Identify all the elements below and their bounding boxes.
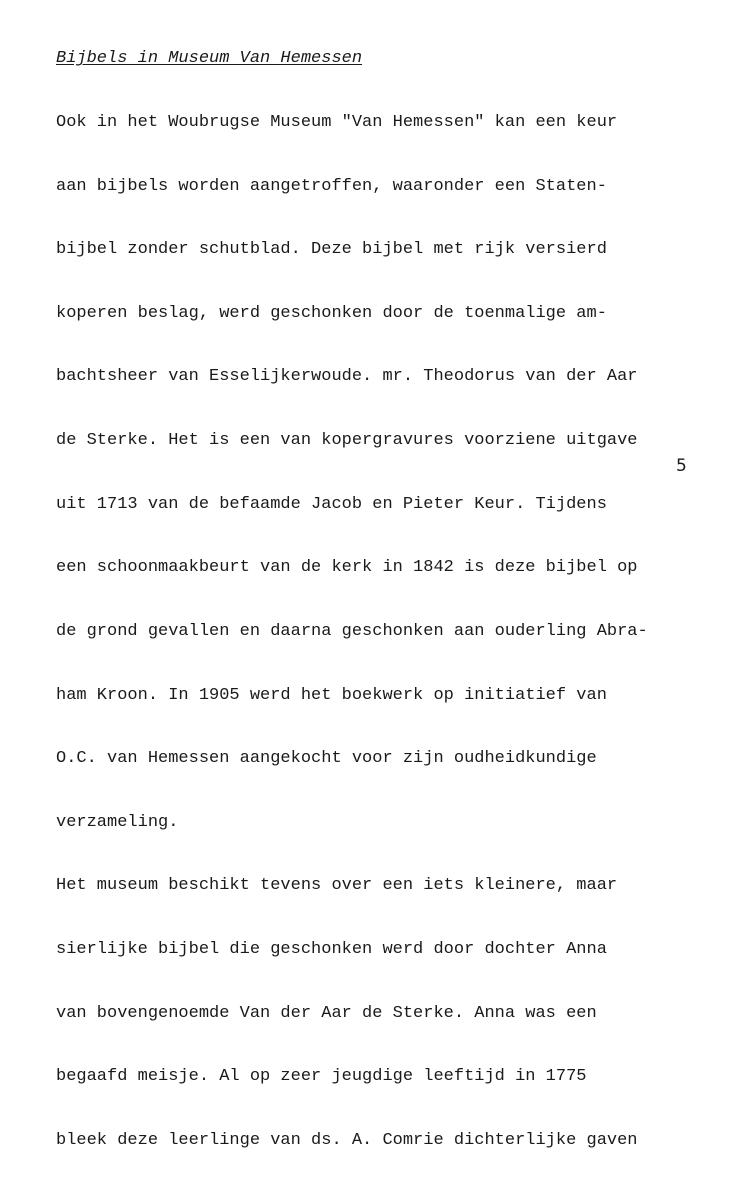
text-line: begaafd meisje. Al op zeer jeugdige leeftijd in 1775 (56, 1067, 587, 1087)
text-line: sierlijke bijbel die geschonken werd door dochter Anna (56, 939, 607, 959)
text-line: een schoonmaakbeurt van de kerk in 1842 is deze bijbel op (56, 558, 638, 578)
text-line: bleek deze leerlinge van ds. A. Comrie dichterlijke gaven (56, 1130, 638, 1150)
article-body (56, 6, 746, 1193)
text-line: van bovengenoemde Van der Aar de Sterke. Anna was een (56, 1003, 597, 1023)
text-line: verzameling. (56, 812, 179, 832)
text-line: Ook in het Woubrugse Museum "Van Hemessen" kan een keur (56, 113, 618, 133)
text-line: Het museum beschikt tevens over een iets kleinere, maar (56, 876, 618, 896)
text-line: de Sterke. Het is een van kopergravures voorziene uitgave (56, 431, 638, 451)
text-line: bijbel zonder schutblad. Deze bijbel met rijk versierd (56, 240, 607, 260)
page-number: 5 (676, 456, 687, 476)
text-line: de grond gevallen en daarna geschonken aan ouderling Abra- (56, 621, 648, 641)
text-line: koperen beslag, werd geschonken door de toenmalige am- (56, 303, 607, 323)
text-line: O.C. van Hemessen aangekocht voor zijn oudheidkundige (56, 749, 597, 769)
text-line: uit 1713 van de befaamde Jacob en Pieter Keur. Tijdens (56, 494, 607, 514)
text-line: aan bijbels worden aangetroffen, waaronder een Staten- (56, 176, 607, 196)
article-heading: Bijbels in Museum Van Hemessen (56, 49, 363, 69)
text-line: ham Kroon. In 1905 werd het boekwerk op initiatief van (56, 685, 607, 705)
text-line: bachtsheer van Esselijkerwoude. mr. Theodorus van der Aar (56, 367, 638, 387)
